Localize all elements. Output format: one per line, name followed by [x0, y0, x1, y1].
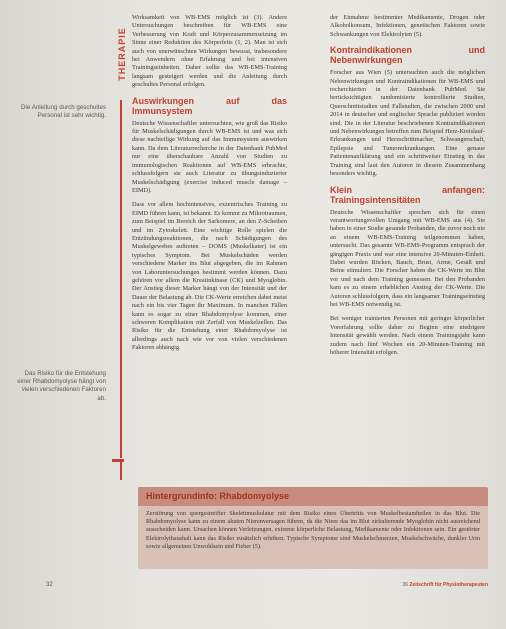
section-divider-line: [120, 100, 122, 458]
section-heading: Klein anfangen: Trainingsintensitäten: [330, 184, 485, 205]
background-info-box: [138, 487, 488, 569]
left-text-column: [132, 14, 287, 480]
info-box-text: Zerstörung von quergestreifter Skelettmuskulatur mit dem Risiko eines Übertritts von Muskelbestandteilen in das Blut. Die Rhabdomyolyse kann zu einem akuten Nierenversagen führen, da die Niere das im Blut zirkulierende Myoglobin nicht ausreichend ausscheiden kann. Ursachen können Verletzungen, extreme körperliche Belastung, Medikamente oder Infektionen sein. Ein gestörter Elektrolythaushalt kann das Risiko zusätzlich erhöhen. Typische Symptome sind Muskelschmerzen, Muskelschwäche, dunkler Urin sowie allgemeines Unwohlsein und Fieber (5).: [146, 510, 480, 550]
paragraph: Dass vor allem hochintensives, exzentrisches Training zu EIMD führen kann, ist bekannt. Es kommt zu Mikrotraumen, zum Beispiel im Bereich der Sarkomere, an den Z-Scheiben und im Zytoskelett. Eine wichtige Rolle spielen die Entzündungsreaktionen, die nach Schädigungen des Muskelgewebes auftreten – DOMS (Muskelkater) ist ein typisches Symptom. Bei Muskelschäden werden verschiedene Marker ins Blut abgegeben, die im Rahmen von Laboruntersuchungen bestimmt werden können. Dazu gehören vor allem die Kreatinkinase (CK) und Myoglobin. Der Anstieg dieser Marker hängt von der Intensität und der Dauer der Belastung ab. Die CK-Werte erreichen dabei meist nach ein bis vier Tagen ihr Maximum. In manchen Fällen kann es sogar zu einer Rhabdomyolyse kommen, einer schweren Komplikation mit Zerfall von Muskelzellen. Das Risiko für die Entstehung einer Rhabdomyolyse ist allerdings auch nach wie vor von vielen verschiedenen Faktoren abhängig.: [132, 201, 287, 352]
paragraph: Forscher aus Wien (5) untersuchten auch die möglichen Nebenwirkungen und Kontraindikationen für WB-EMS und recherchierten in der Datenbank PubMed. Sie berücksichtigten randomisierte kontrollierte Studien, Querschnittstudien und Fallstudien, die zwischen 2000 und 2014 in deutscher und englischer Sprache publiziert worden sind. Die in der Literatur beschriebenen Kontraindikationen und Nebenwirkungen betreffen zum Beispiel Herz-Kreislauf-Erkrankungen und Herzschrittmacher, Schwangerschaft, Epilepsie und Tumorerkrankungen. Eine genaue Patientenaufklärung und ein schrittweiser Einstieg in das Training sind laut den Autoren in diesem Zusammenhang besonders wichtig.: [330, 69, 485, 178]
paragraph: der Einnahme bestimmter Medikamente, Drogen oder Alkoholkonsum, Infektionen, genetischen Faktoren sowie Schwankungen von Elektrolyten (5).: [330, 14, 485, 38]
section-heading: Kontraindikationen und Nebenwirkungen: [330, 45, 485, 66]
section-divider-line-lower: [120, 462, 122, 480]
paragraph: Deutsche Wissenschaftler sprechen sich für einen verantwortungsvollen Umgang mit WB-EMS aus (4). Sie haben in einer Studie gesunde Probanden, die zuvor noch nie an einem WB-EMS-Training teilgenommen haben, untersucht. Das gesamte WB-EMS-Programm entsprach der gängigen Praxis und war eine intensive 20-Minuten-Einheit. Dabei wurden Rücken, Bauch, Brust, Arme, Gesäß und Beine stimuliert. Die Forscher haben die CK-Werte im Blut vor und nach dem Training gemessen. Bei den Probanden kam es zu einem erheblichen Anstieg der CK-Werte. Die Autoren schlussfolgern, dass ein langsamer Trainingseinstieg bei WB-EMS notwendig ist.: [330, 208, 485, 308]
section-heading: Auswirkungen auf das Immunsystem: [132, 95, 287, 116]
paragraph: Deutsche Wissenschaftler untersuchten, wie groß das Risiko für Muskelschädigungen durch WB-EMS ist und was sich diese nachteilige Wirkung auf das Immunsystem auswirken kann. Da dem Literaturrecherche in der Datenbank PubMed nur eine überschaubare Anzahl von Studien zu immunologischen Reaktionen auf WB-EMS erbrachte, schlussfolgern sie auch Literatur zu übungsinduzierter Muskelschädigung (exercise induced muscle damage – EIMD).: [132, 119, 287, 194]
margin-note-1: Die Anleitung durch geschultes Personal ist sehr wichtig.: [21, 104, 106, 120]
info-box-title: Hintergrundinfo: Rhabdomyolyse: [138, 487, 488, 506]
margin-note-2: Das Risiko für die Entstehung einer Rhabdomyolyse hängt von vielen verschiedenen Faktoren ab.: [17, 370, 106, 402]
right-text-column: [330, 14, 485, 480]
page-number: 32: [46, 582, 53, 588]
footer-magazine-name: Zeitschrift für Physiotherapeuten: [409, 582, 488, 588]
footer-issue: 36: [402, 582, 408, 588]
section-label: THERAPIE: [117, 27, 127, 81]
footer-magazine: [368, 582, 488, 588]
paragraph: Bei weniger trainierten Personen mit geringer körperlicher Vorerfahrung sollte daher zu Beginn eine niedrigere Intensität gewählt werden. Nach einem Trainingsjahr kann zudem nach fünf Wochen ein 20-Minuten-Training mit höherer Intensität erfolgen.: [330, 315, 485, 356]
section-divider-marker: [112, 459, 124, 462]
paragraph: Wirksamkeit von WB-EMS möglich ist (3). Andere Untersuchungen beschreiben für WB-EMS eine Verbesserung von Kraft und Körperzusammensetzung im Sinne einer Reduktion des Körperfetts (1, 2). Man ist sich auch von unerwünschten Wirkungen bewusst, insbesondere bei Anwendern ohne Erfahrung und bei intensiven Trainingseinheiten. Daher sollte das WB-EMS-Training langsam gesteigert werden und die Anleitung durch geschultes Personal erfolgen.: [132, 14, 287, 89]
